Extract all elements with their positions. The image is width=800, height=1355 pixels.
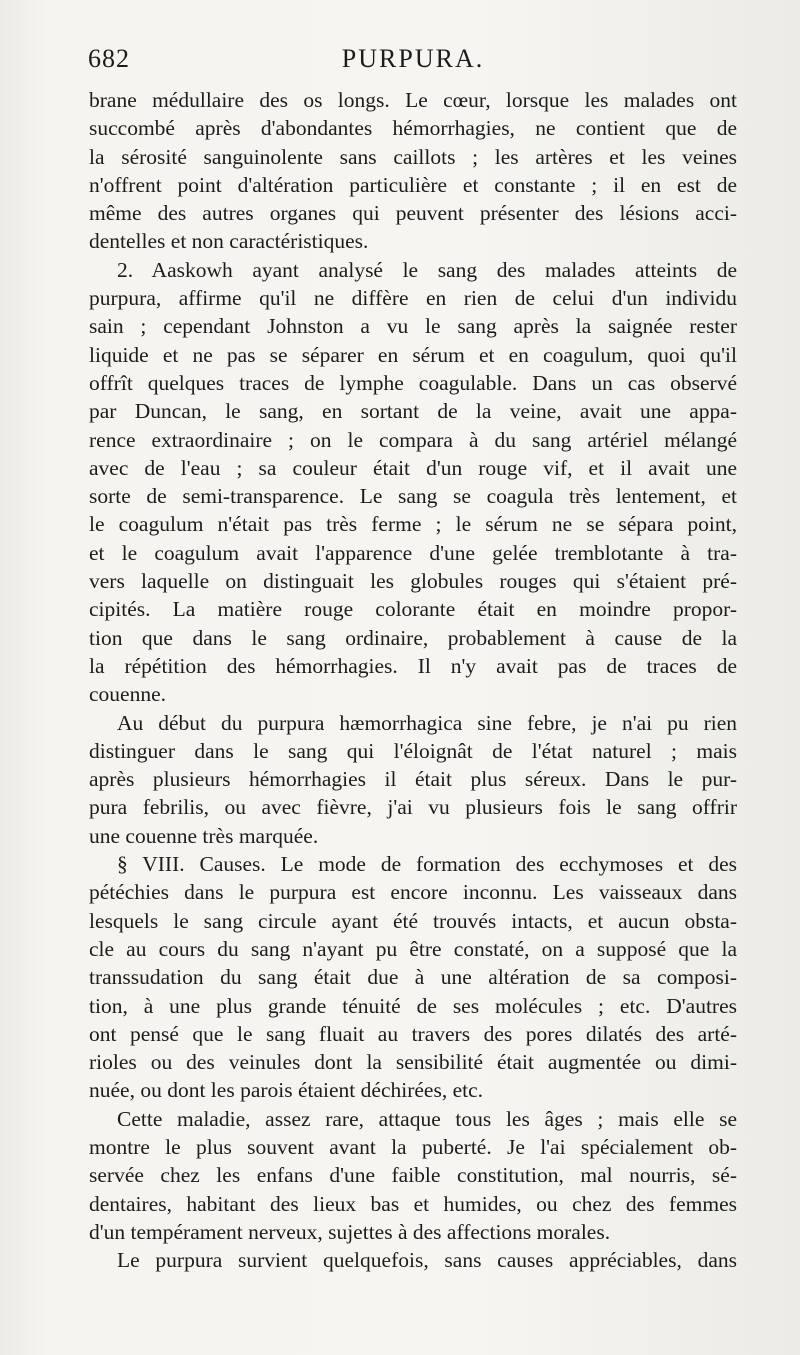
text-line: rence extraordinaire ; on le compara à du sang artériel mélangé: [89, 427, 737, 452]
text-line: avec de l'eau ; sa couleur était d'un rouge vif, et il avait une: [89, 455, 737, 480]
text-line: liquide et ne pas se séparer en sérum et en coagulum, quoi qu'il: [89, 342, 737, 367]
text-line: 2. Aaskowh ayant analysé le sang des malades atteints de: [117, 257, 737, 282]
text-line: ont pensé que le sang fluait au travers des pores dilatés des arté-: [89, 1021, 737, 1046]
text-line: sain ; cependant Johnston a vu le sang après la saignée rester: [89, 314, 737, 339]
text-line: dentelles et non caractéristiques.: [89, 229, 369, 254]
text-line: nuée, ou dont les parois étaient déchirées, etc.: [89, 1078, 484, 1103]
text-line: par Duncan, le sang, en sortant de la veine, avait une appa-: [89, 399, 737, 424]
text-line: purpura, affirme qu'il ne diffère en rien de celui d'un individu: [89, 286, 737, 311]
text-line: lesquels le sang circule ayant été trouvés intacts, et aucun obsta-: [89, 908, 737, 933]
text-line: couenne.: [89, 682, 167, 707]
page-number: 682: [88, 44, 130, 73]
text-line: Cette maladie, assez rare, attaque tous les âges ; mais elle se: [117, 1106, 737, 1131]
text-line: la répétition des hémorrhagies. Il n'y avait pas de traces de: [89, 653, 737, 678]
text-line: d'un tempérament nerveux, sujettes à des affections morales.: [89, 1219, 611, 1244]
text-line: et le coagulum avait l'apparence d'une gelée tremblotante à tra-: [89, 540, 737, 565]
text-line: montre le plus souvent avant la puberté. Je l'ai spécialement ob-: [89, 1134, 737, 1159]
text-line: succombé après d'abondantes hémorrhagies, ne contient que de: [89, 116, 737, 141]
text-line: rioles ou des veinules dont la sensibilité était augmentée ou dimi-: [89, 1050, 737, 1075]
text-line: pétéchies dans le purpura est encore inconnu. Les vaisseaux dans: [89, 880, 737, 905]
text-line: servée chez les enfans d'une faible constitution, mal nourris, sé-: [89, 1163, 737, 1188]
text-line: vers laquelle on distinguait les globules rouges qui s'étaient pré-: [89, 569, 737, 594]
text-line: brane médullaire des os longs. Le cœur, lorsque les malades ont: [89, 88, 737, 112]
text-line: transsudation du sang était due à une altération de sa composi-: [89, 965, 737, 990]
text-line: la sérosité sanguinolente sans caillots ; les artères et les veines: [89, 144, 737, 169]
text-line: n'offrent point d'altération particulière et constante ; il en est de: [89, 172, 737, 197]
text-line: cipités. La matière rouge colorante était en moindre propor-: [89, 597, 737, 622]
text-line: cle au cours du sang n'ayant pu être constaté, on a supposé que la: [89, 936, 737, 961]
text-line: après plusieurs hémorrhagies il était plus séreux. Dans le pur-: [89, 767, 737, 792]
text-line: une couenne très marquée.: [89, 823, 319, 848]
text-line: distinguer dans le sang qui l'éloignât de l'état naturel ; mais: [89, 738, 737, 763]
text-line: offrît quelques traces de lymphe coagulable. Dans un cas observé: [89, 370, 737, 395]
text-line: dentaires, habitant des lieux bas et humides, ou chez des femmes: [89, 1191, 737, 1216]
running-title: PURPURA.: [341, 44, 485, 73]
body-text: [89, 86, 737, 1274]
text-line: le coagulum n'était pas très ferme ; le sérum ne se sépara point,: [89, 512, 737, 537]
text-line: tion, à une plus grande ténuité de ses molécules ; etc. D'autres: [89, 993, 737, 1018]
text-line: tion que dans le sang ordinaire, probablement à cause de la: [89, 625, 737, 650]
text-line: Au début du purpura hæmorrhagica sine febre, je n'ai pu rien: [117, 710, 737, 735]
text-line: sorte de semi-transparence. Le sang se coagula très lentement, et: [89, 484, 737, 509]
text-line: § VIII. Causes. Le mode de formation des ecchymoses et des: [117, 852, 737, 877]
text-line: même des autres organes qui peuvent présenter des lésions acci-: [89, 201, 737, 226]
text-line: pura febrilis, ou avec fièvre, j'ai vu plusieurs fois le sang offrir: [89, 795, 737, 820]
text-line: Le purpura survient quelquefois, sans causes appréciables, dans: [117, 1248, 737, 1273]
page-header: [88, 44, 738, 84]
